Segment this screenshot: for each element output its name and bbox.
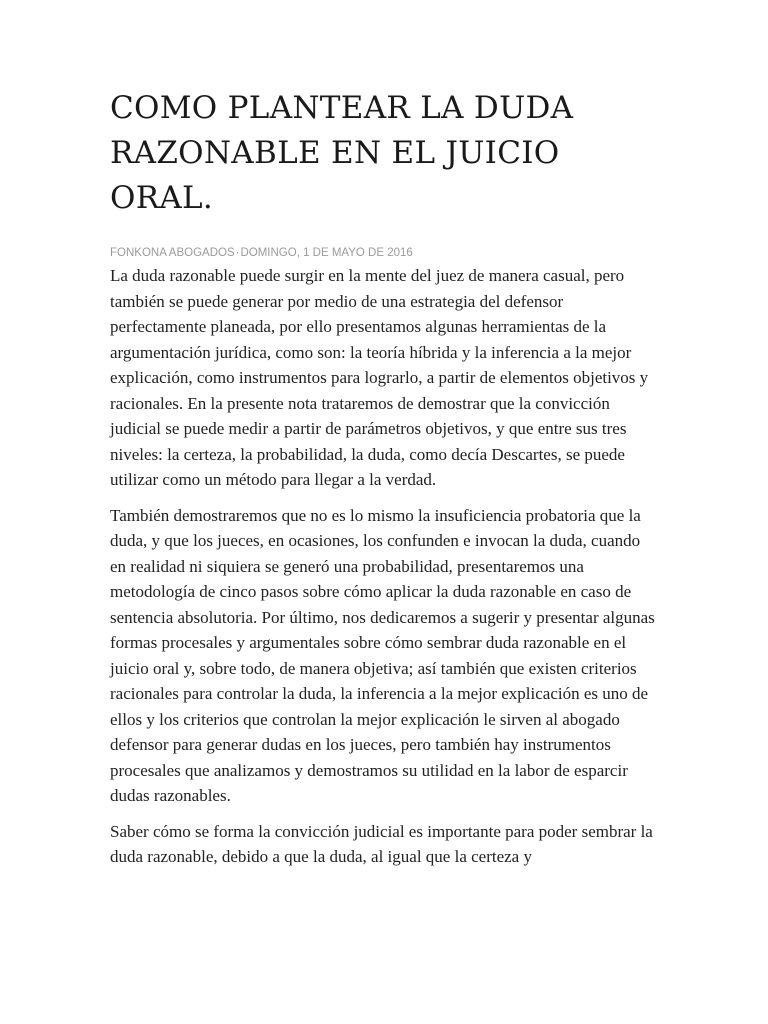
paragraph-1: La duda razonable puede surgir en la mente del juez de manera casual, pero también se puede generar por medio de una estrategia del defensor perfectamente planeada, por ello presentamos algunas herramientas de la argumentación jurídica, como son: la teoría híbrida y la inferencia a la mejor explicación, como instrumentos para lograrlo, a partir de elementos objetivos y racionales. En la presente nota trataremos de demostrar que la convicción judicial se puede medir a partir de parámetros objetivos, y que entre sus tres niveles: la certeza, la probabilidad, la duda, como decía Descartes, se puede utilizar como un método para llegar a la verdad. — [110, 266, 649, 489]
publish-date: DOMINGO, 1 DE MAYO DE 2016 — [240, 247, 413, 259]
paragraph-2: También demostraremos que no es lo mismo la insuficiencia probatoria que la duda, y que los jueces, en ocasiones, los confunden e invocan la duda, cuando en realidad ni siquiera se generó una probabilidad, presentaremos una metodología de cinco pasos sobre cómo aplicar la duda razonable en caso de sentencia absolutoria. Por último, nos dedicaremos a sugerir y presentar algunas formas procesales y argumentales sobre cómo sembrar duda razonable en el juicio oral y, sobre todo, de manera objetiva; así también que existen criterios racionales para controlar la duda, la inferencia a la mejor explicación es uno de ellos y los criterios que controlan la mejor explicación le sirven al abogado defensor para generar dudas en los jueces, pero también hay instrumentos procesales que analizamos y demostramos su utilidad en la labor de esparcir dudas razonables. — [110, 505, 655, 805]
meta-separator: · — [235, 247, 240, 259]
article-title: COMO PLANTEAR LA DUDA RAZONABLE EN EL JUICIO ORAL. — [110, 90, 574, 216]
author-name: FONKONA ABOGADOS — [110, 247, 235, 259]
article — [110, 86, 660, 880]
article-meta — [110, 245, 660, 261]
article-body — [110, 263, 660, 870]
paragraph-3: Saber cómo se forma la convicción judicial es importante para poder sembrar la duda razonable, debido a que la duda, al igual que la certeza y — [110, 821, 653, 866]
